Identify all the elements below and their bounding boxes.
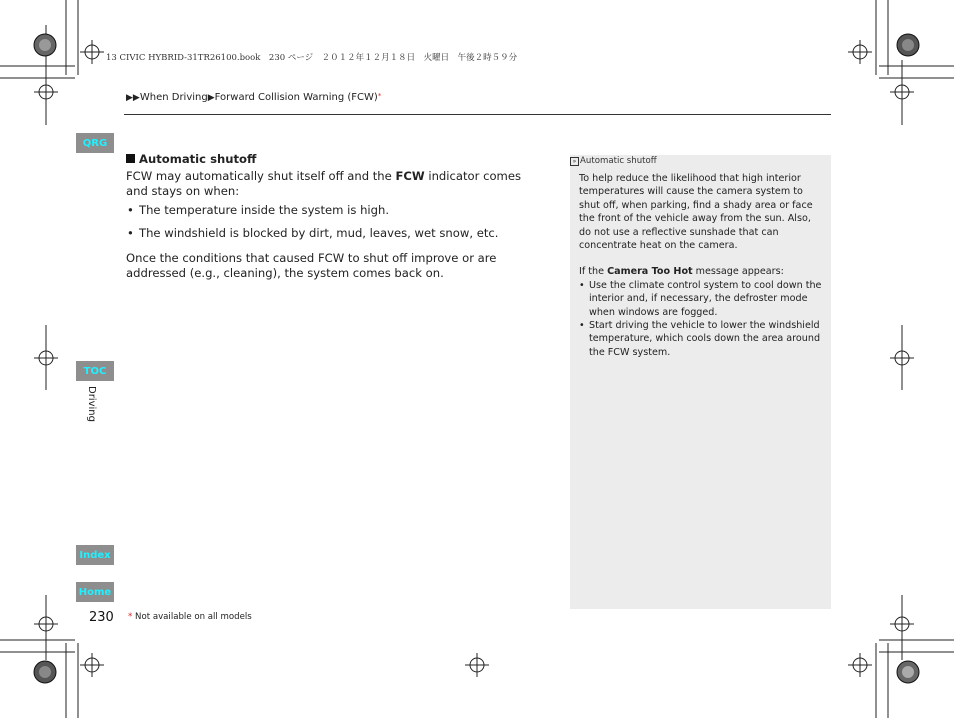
- sidebar-if-line: [579, 265, 823, 278]
- intro-text-1: FCW may automatically shut itself off and the: [126, 169, 396, 183]
- breadcrumb-arrows: ▶▶: [126, 93, 140, 103]
- home-button[interactable]: Home: [76, 582, 114, 602]
- toc-button[interactable]: TOC: [76, 361, 114, 381]
- list-item: • Use the climate control system to cool down the interior and, if necessary, the defroster mode when windows are fogged.: [579, 279, 823, 319]
- intro-text-2: indicator comes and stays on when:: [126, 169, 522, 198]
- breadcrumb: [126, 92, 381, 103]
- sidebar-body: [579, 172, 823, 359]
- header-rule: [124, 114, 831, 115]
- section-heading: [126, 152, 546, 167]
- condition-list: [126, 203, 546, 241]
- chapter-side-label: Driving: [86, 386, 97, 422]
- page-number: 230: [89, 610, 114, 625]
- footnote: [128, 612, 252, 622]
- sidebar-paragraph: To help reduce the likelihood that high interior temperatures will cause the camera system to shut off, when parking, find a shady area or face the front of the vehicle away from the sun. Also, do not use a reflective sunshade that can concentrate heat on the camera.: [579, 173, 813, 252]
- closing-paragraph: Once the conditions that caused FCW to shut off improve or are addressed (e.g., cleaning), the system comes back on.: [126, 251, 497, 280]
- footnote-star: *: [128, 612, 133, 622]
- if-bold: Camera Too Hot: [607, 266, 693, 278]
- if-text-2: message appears:: [692, 266, 784, 278]
- list-item: • The windshield is blocked by dirt, mud, leaves, wet snow, etc.: [126, 226, 546, 241]
- section-heading-text: Automatic shutoff: [139, 152, 257, 166]
- if-text-1: If the: [579, 266, 608, 278]
- sidebar-header-text: Automatic shutoff: [580, 156, 657, 166]
- intro-paragraph: [126, 169, 546, 199]
- note-marker-icon: »: [570, 157, 579, 166]
- intro-bold: FCW: [395, 169, 425, 183]
- breadcrumb-page: Forward Collision Warning (FCW): [214, 92, 378, 103]
- index-button[interactable]: Index: [76, 545, 114, 565]
- breadcrumb-star: *: [377, 92, 382, 100]
- footnote-text: Not available on all models: [132, 612, 252, 622]
- main-content: [126, 152, 546, 281]
- sidebar-list: [579, 279, 823, 359]
- heading-square-icon: [126, 154, 135, 163]
- print-header: 13 CIVIC HYBRID-31TR26100.book 230 ページ ２０１２年１２月１８日 火曜日 午後２時５９分: [106, 53, 518, 63]
- sidebar-note: [570, 155, 831, 609]
- breadcrumb-separator: ▶: [207, 93, 215, 103]
- breadcrumb-section-link[interactable]: When Driving: [139, 92, 208, 103]
- qrg-button[interactable]: QRG: [76, 133, 114, 153]
- list-item: • The temperature inside the system is high.: [126, 203, 546, 218]
- list-item: • Start driving the vehicle to lower the windshield temperature, which cools down the area around the FCW system.: [579, 319, 823, 359]
- sidebar-header: [570, 156, 657, 166]
